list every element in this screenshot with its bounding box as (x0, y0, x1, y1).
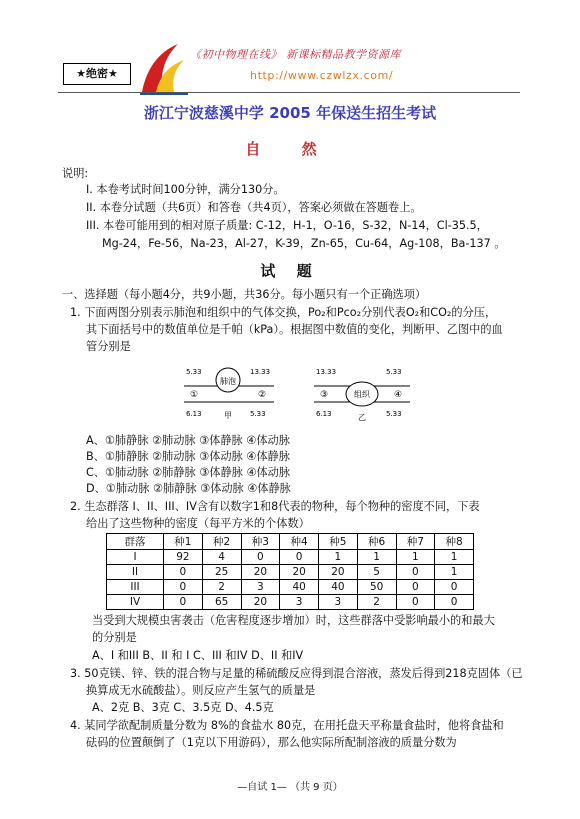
mark-label: ① (190, 390, 199, 400)
question-1-line: 其下面括号中的数值单位是千帕（kPa）。根据图中数值的变化，判断甲、乙图中的血 (86, 323, 503, 336)
instruction-item: III. 本卷可能用到的相对原子质量: C-12，H-1，O-16，S-32，N-14，Cl-35.5， (86, 219, 488, 232)
value-label: 5.33 (250, 410, 266, 418)
instruction-item: I. 本卷考试时间100分钟，满分130分。 (86, 183, 285, 196)
tissue-label: 组织 (354, 390, 370, 399)
table-cell: 0 (396, 580, 435, 595)
table-cell: 20 (280, 565, 319, 580)
table-header-cell: 种5 (319, 534, 358, 550)
value-label: 5.33 (386, 368, 402, 376)
q1-option: D、①肺动脉 ②肺静脉 ③体动脉 ④体静脉 (86, 482, 291, 495)
table-cell: III (107, 580, 164, 595)
table-cell: 65 (202, 595, 241, 610)
question-4-line: 4. 某同学欲配制质量分数为 8%的食盐水 80克，在用托盘天平称量食盐时，他将食盐和 (70, 719, 504, 732)
question-4-line: 砝码的位置颠倒了（1克以下用游码），那么他实际所配制溶液的质量分数为 (86, 736, 457, 749)
table-cell: 40 (319, 580, 358, 595)
table-header-cell: 种3 (241, 534, 280, 550)
q1-option: A、①肺静脉 ②肺动脉 ③体静脉 ④体动脉 (86, 434, 290, 447)
subject-title: 自 然 (245, 140, 335, 158)
question-1-line: 管分别是 (86, 340, 131, 353)
table-cell: 20 (241, 595, 280, 610)
question-2-line: 的分别是 (92, 631, 137, 644)
value-label: 13.33 (316, 368, 337, 376)
table-cell: 2 (357, 595, 396, 610)
secret-label: ★绝密★ (63, 63, 131, 85)
table-cell: 20 (319, 565, 358, 580)
table-cell: 0 (280, 550, 319, 565)
mark-label: ② (258, 390, 267, 400)
question-2-line: 2. 生态群落 I、II、III、IV含有以数字1和8代表的物种，每个物种的密度不同，下表 (70, 500, 480, 513)
q1-option: B、①肺静脉 ②肺动脉 ③体动脉 ④体静脉 (86, 450, 290, 463)
instruction-item: II. 本卷分试题（共6页）和答卷（共4页），答案必须做在答题卷上。 (86, 201, 422, 214)
species-density-table (106, 533, 474, 610)
table-cell: 0 (164, 565, 203, 580)
value-label: 5.33 (186, 368, 202, 376)
question-2-line: 给出了这些物种的密度（每平方米的个体数） (86, 517, 310, 530)
banner-title: 《初中物理在线》 新课标精品教学资源库 (190, 48, 401, 61)
table-cell: I (107, 550, 164, 565)
table-header-cell: 种6 (357, 534, 396, 550)
mark-label: ③ (320, 390, 329, 400)
table-row (107, 580, 474, 595)
table-cell: 1 (357, 550, 396, 565)
section-title: 试 题 (260, 262, 320, 280)
table-row (107, 565, 474, 580)
question-1-line: 1. 下面两图分别表示肺泡和组织中的气体交换，Po₂和Pco₂分别代表O₂和CO₂的分压， (70, 306, 497, 319)
mark-label: ④ (394, 390, 403, 400)
q3-options: A、2克 B、3克 C、3.5克 D、4.5克 (92, 701, 274, 714)
instruction-item: Mg-24，Fe-56，Na-23，Al-27，K-39，Zn-65，Cu-64，Ag-108，Ba-137 。 (102, 237, 506, 250)
value-label: 6.13 (316, 410, 332, 418)
table-header-cell: 种7 (396, 534, 435, 550)
table-header-cell: 群落 (107, 534, 164, 550)
table-header-cell: 种4 (280, 534, 319, 550)
table-cell: 3 (241, 580, 280, 595)
table-cell: 2 (202, 580, 241, 595)
logo-icon (138, 40, 190, 96)
table-cell: 20 (241, 565, 280, 580)
q2-options: A、I 和III B、II 和 I C、III 和IV D、II 和IV (92, 649, 304, 662)
table-header-row (107, 534, 474, 550)
table-cell: 40 (280, 580, 319, 595)
table-cell: 0 (396, 565, 435, 580)
table-cell: 1 (319, 550, 358, 565)
page-title: 浙江宁波慈溪中学 2005 年保送生招生考试 (143, 104, 437, 122)
table-cell: 5 (357, 565, 396, 580)
table-row (107, 595, 474, 610)
figure-label-jia: 甲 (224, 411, 232, 420)
table-cell: II (107, 565, 164, 580)
banner-url: http://www.czwlzx.com/ (250, 69, 394, 82)
table-cell: IV (107, 595, 164, 610)
table-cell: 0 (435, 580, 474, 595)
value-label: 6.13 (186, 410, 202, 418)
question-2-line: 当受到大规模虫害袭击（危害程度逐步增加）时，这些群落中受影响最小的和最大 (92, 614, 495, 627)
table-cell: 0 (435, 595, 474, 610)
table-cell: 0 (396, 595, 435, 610)
section-heading: 一、选择题（每小题4分，共9小题，共36分。每小题只有一个正确选项） (62, 288, 427, 301)
table-row (107, 550, 474, 565)
figure-label-yi: 乙 (358, 413, 366, 422)
q1-option: C、①肺动脉 ②肺静脉 ③体静脉 ④体动脉 (86, 466, 291, 479)
table-cell: 3 (280, 595, 319, 610)
question-3-line: 3. 50克镁、锌、铁的混合物与足量的稀硫酸反应得到混合溶液，蒸发后得到218克固体（已 (70, 667, 523, 680)
table-cell: 4 (202, 550, 241, 565)
table-header-cell: 种2 (202, 534, 241, 550)
table-header-cell: 种8 (435, 534, 474, 550)
instructions-heading: 说明: (62, 167, 89, 180)
gas-exchange-figure (180, 356, 420, 430)
table-cell: 0 (164, 580, 203, 595)
table-cell: 25 (202, 565, 241, 580)
value-label: 5.33 (386, 410, 402, 418)
question-3-line: 换算成无水硫酸盐）。则反应产生氢气的质量是 (86, 684, 316, 697)
alveolus-label: 肺泡 (220, 377, 236, 386)
table-cell: 0 (164, 595, 203, 610)
header-rule (58, 92, 520, 93)
table-cell: 1 (396, 550, 435, 565)
table-cell: 3 (319, 595, 358, 610)
table-cell: 0 (241, 550, 280, 565)
table-cell: 1 (435, 565, 474, 580)
table-cell: 1 (435, 550, 474, 565)
table-header-cell: 种1 (164, 534, 203, 550)
table-cell: 92 (164, 550, 203, 565)
page-footer: —自试 1— （共 9 页） (237, 782, 343, 793)
value-label: 13.33 (250, 368, 271, 376)
table-cell: 50 (357, 580, 396, 595)
